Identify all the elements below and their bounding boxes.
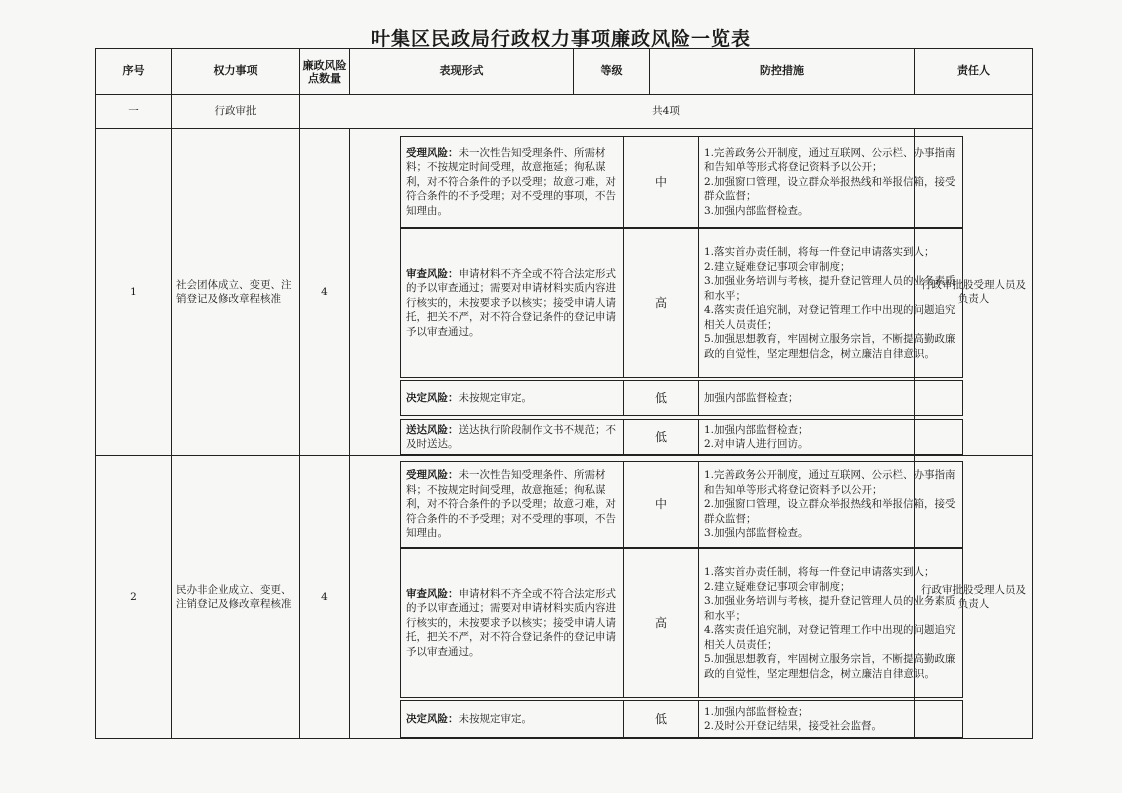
risk-grid [350, 129, 956, 456]
risk-level-cell: 低 [623, 380, 699, 416]
risk-form-cell: 决定风险：未按规定审定。 [400, 700, 624, 738]
header-measures: 防控措施 [650, 49, 915, 95]
header-row [96, 49, 1033, 95]
risk-level-cell: 低 [623, 700, 699, 738]
section-total: 共4项 [300, 95, 1033, 129]
risk-form-cell: 送达风险：送达执行阶段制作文书不规范；不及时送达。 [400, 419, 624, 455]
item-name: 民办非企业成立、变更、注销登记及修改章程核准 [172, 456, 300, 739]
risk-measures-cell: 加强内部监督检查； [698, 380, 963, 416]
risk-form-cell: 受理风险：未一次性告知受理条件、所需材料；不按规定时间受理，故意拖延；徇私谋利，对不符合条件的予以受理；故意刁难，对符合条件的不予受理；对不受理的事项，不告知理由。 [400, 461, 624, 548]
item-risk-count: 4 [300, 456, 350, 739]
item-seq: 2 [96, 456, 172, 739]
header-item: 权力事项 [172, 49, 300, 95]
risk-form-cell: 决定风险：未按规定审定。 [400, 380, 624, 416]
item-seq: 1 [96, 129, 172, 456]
risk-measures-cell: 1.落实首办责任制，将每一件登记申请落实到人； 2.建立疑难登记事项会审制度； 3.加强业务培训与考核，提升登记管理人员的业务素质和水平； 4.落实责任追究制，对登记管理工作中出现的问题追究相关人员责任； 5.加强思想教育，牢固树立服务宗旨，不断提高勤政廉政的自觉性，坚定理想信念，树立廉洁自律意识。 [698, 548, 963, 698]
risk-measures-cell: 1.完善政务公开制度，通过互联网、公示栏、办事指南和告知单等形式将登记资料予以公开； 2.加强窗口管理，设立群众举报热线和举报信箱，接受群众监督； 3.加强内部监督检查。 [698, 136, 963, 228]
risk-form-cell: 审查风险：申请材料不齐全或不符合法定形式的予以审查通过；需要对申请材料实质内容进行核实的，未按要求予以核实；接受申请人请托，把关不严，对不符合登记条件的登记申请予以审查通过。 [400, 548, 624, 698]
item-row [96, 456, 1033, 739]
risk-form-cell: 受理风险：未一次性告知受理条件、所需材料；不按规定时间受理，故意拖延；徇私谋利，对不符合条件的予以受理；故意刁难，对符合条件的不予受理；对不受理的事项，不告知理由。 [400, 136, 624, 228]
risk-level-cell: 高 [623, 548, 699, 698]
risk-level-cell: 中 [623, 136, 699, 228]
risk-grid [350, 456, 956, 739]
risk-table [95, 48, 1033, 739]
page-title: 叶集区民政局行政权力事项廉政风险一览表 [370, 28, 751, 50]
item-row [96, 129, 1033, 456]
item-responsible: 行政审批股受理人员及负责人 [915, 129, 1033, 456]
item-name: 社会团体成立、变更、注销登记及修改章程核准 [172, 129, 300, 456]
risk-form-cell: 审查风险：申请材料不齐全或不符合法定形式的予以审查通过；需要对申请材料实质内容进行核实的，未按要求予以核实；接受申请人请托，把关不严，对不符合登记条件的登记申请予以审查通过。 [400, 228, 624, 378]
item-risk-count: 4 [300, 129, 350, 456]
risk-level-cell: 中 [623, 461, 699, 548]
risk-measures-cell: 1.完善政务公开制度，通过互联网、公示栏、办事指南和告知单等形式将登记资料予以公开； 2.加强窗口管理，设立群众举报热线和举报信箱，接受群众监督； 3.加强内部监督检查。 [698, 461, 963, 548]
risk-measures-cell: 1.加强内部监督检查； 2.及时公开登记结果，接受社会监督。 [698, 700, 963, 738]
risk-measures-cell: 1.落实首办责任制，将每一件登记申请落实到人； 2.建立疑难登记事项会审制度； 3.加强业务培训与考核，提升登记管理人员的业务素质和水平； 4.落实责任追究制，对登记管理工作中出现的问题追究相关人员责任； 5.加强思想教育，牢固树立服务宗旨，不断提高勤政廉政的自觉性，坚定理想信念，树立廉洁自律意识。 [698, 228, 963, 378]
section-seq: 一 [96, 95, 172, 129]
header-level: 等级 [574, 49, 650, 95]
section-name: 行政审批 [172, 95, 300, 129]
section-row [96, 95, 1033, 129]
header-count: 廉政风险点数量 [300, 49, 350, 95]
header-responsible: 责任人 [915, 49, 1033, 95]
header-seq: 序号 [96, 49, 172, 95]
header-form: 表现形式 [350, 49, 574, 95]
item-responsible: 行政审批股受理人员及负责人 [915, 456, 1033, 739]
risk-level-cell: 高 [623, 228, 699, 378]
risk-measures-cell: 1.加强内部监督检查； 2.对申请人进行回访。 [698, 419, 963, 455]
risk-level-cell: 低 [623, 419, 699, 455]
